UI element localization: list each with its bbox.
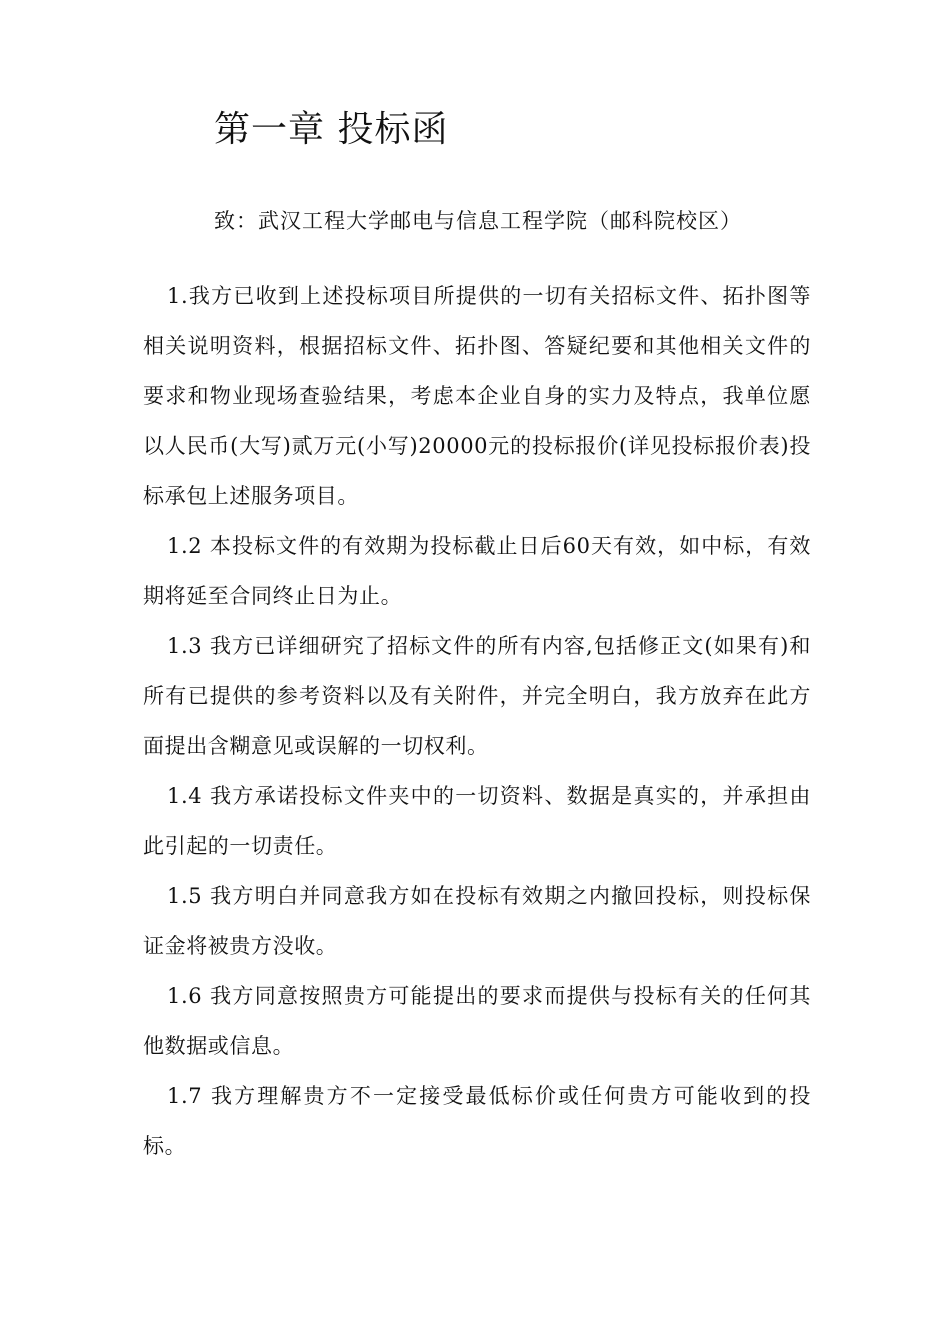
bid-letter-body [143,271,811,1171]
clause-1-3: 1.3 我方已详细研究了招标文件的所有内容,包括修正文(如果有)和所有已提供的参考资料以及有关附件，并完全明白，我方放弃在此方面提出含糊意见或误解的一切权利。 [143,634,811,758]
chapter-title: 第一章 投标函 [214,109,449,150]
addressee-line: 致：武汉工程大学邮电与信息工程学院（邮科院校区） [214,209,742,233]
clause-1: 1.我方已收到上述投标项目所提供的一切有关招标文件、拓扑图等相关说明资料，根据招标文件、拓扑图、答疑纪要和其他相关文件的要求和物业现场查验结果，考虑本企业自身的实力及特点，我单位愿以人民币(大写)贰万元(小写)20000元的投标报价(详见投标报价表)投标承包上述服务项目。 [143,284,811,508]
clause-1-7: 1.7 我方理解贵方不一定接受最低标价或任何贵方可能收到的投标。 [143,1084,811,1158]
clause-1-2: 1.2 本投标文件的有效期为投标截止日后60天有效，如中标，有效期将延至合同终止日为止。 [143,534,811,608]
clause-1-4: 1.4 我方承诺投标文件夹中的一切资料、数据是真实的，并承担由此引起的一切责任。 [143,784,811,858]
clause-1-5: 1.5 我方明白并同意我方如在投标有效期之内撤回投标，则投标保证金将被贵方没收。 [143,884,811,958]
clause-1-6: 1.6 我方同意按照贵方可能提出的要求而提供与投标有关的任何其他数据或信息。 [143,984,811,1058]
